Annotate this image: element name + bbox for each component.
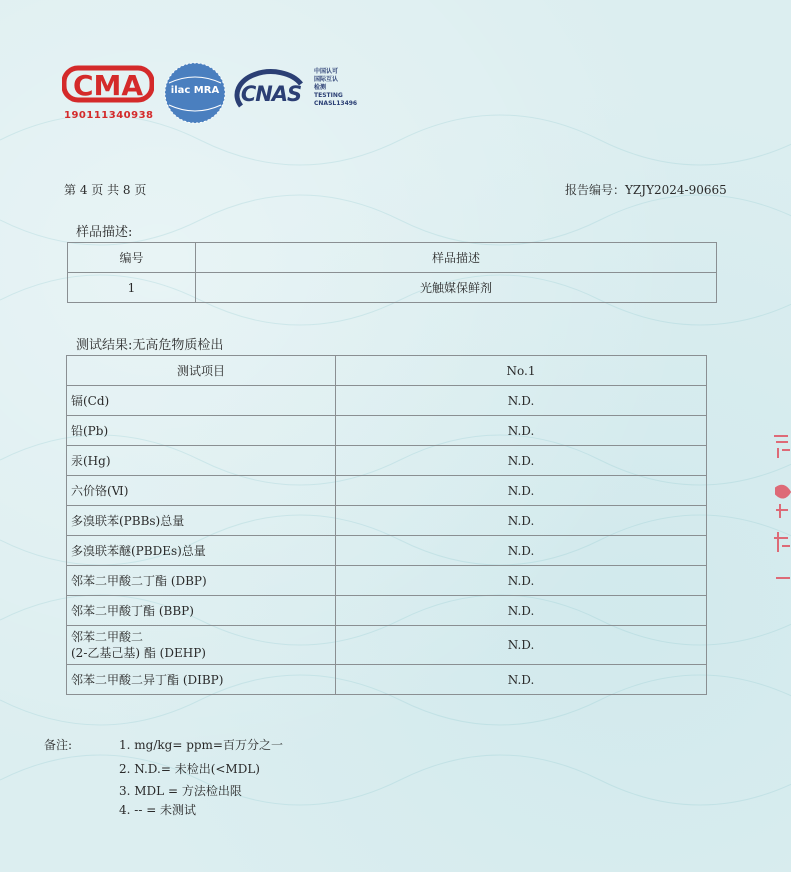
table-cell: N.D. [336,506,707,536]
table-row [67,665,707,695]
table-row [67,446,707,476]
table-header-row [67,356,707,386]
notes-label: 备注: [44,738,73,752]
ilac-text: ilac MRA [170,85,220,96]
table-cell: N.D. [336,446,707,476]
table-row [67,596,707,626]
note-item: 1. mg/kg= ppm=百万分之一 [119,738,283,752]
svg-text:CMA: CMA [72,69,144,102]
table-row [68,273,717,303]
table-row [67,386,707,416]
table-row [67,506,707,536]
table-header-cell: 编号 [68,243,196,273]
page-number: 第 4 页 共 8 页 [64,183,147,197]
cnas-info-line: 国际互认 [314,76,339,83]
table-header-cell: 测试项目 [67,356,336,386]
table-header-cell: 样品描述 [196,243,717,273]
table-cell: N.D. [336,476,707,506]
sample-section-title: 样品描述: [76,225,133,240]
cnas-info-line: CNASL13496 [314,100,358,107]
table-cell: N.D. [336,665,707,695]
results-table [66,355,707,695]
table-cell-line: 邻苯二甲酸二 [71,630,144,644]
table-cell: N.D. [336,386,707,416]
table-cell: 六价铬(Ⅵ) [67,476,336,506]
table-row [67,566,707,596]
table-cell: N.D. [336,566,707,596]
table-cell-line: (2-乙基己基) 酯 (DEHP) [71,646,206,660]
cnas-info-line: 中国认可 [314,68,339,75]
cnas-text: CNAS [240,82,302,106]
cma-letters-graphic [62,62,154,106]
report-number: 报告编号：YZJY2024-90665 [565,183,727,197]
cnas-accreditation-text [314,68,384,108]
table-row [67,476,707,506]
cnas-info-line: TESTING [314,92,343,99]
note-item: 4. -- = 未测试 [119,803,197,817]
ilac-mra-logo [163,61,227,125]
table-cell: 光触媒保鲜剂 [196,273,717,303]
table-cell: 铅(Pb) [67,416,336,446]
note-item: 2. N.D.= 未检出(<MDL) [119,762,260,776]
table-cell: 汞(Hg) [67,446,336,476]
results-section-title: 测试结果:无高危物质检出 [76,338,224,353]
table-header-cell: No.1 [336,356,707,386]
table-cell: 1 [68,273,196,303]
sample-table [67,242,717,303]
table-cell: N.D. [336,596,707,626]
table-cell: 多溴联苯(PBBs)总量 [67,506,336,536]
note-item: 3. MDL = 方法检出限 [119,784,242,798]
table-cell: N.D. [336,416,707,446]
table-cell: 邻苯二甲酸丁酯 (BBP) [67,596,336,626]
table-header-row [68,243,717,273]
table-cell: N.D. [336,626,707,665]
table-cell: 镉(Cd) [67,386,336,416]
cnas-logo [233,66,309,120]
table-cell [67,626,336,665]
table-cell: 邻苯二甲酸二异丁酯 (DIBP) [67,665,336,695]
table-row [67,536,707,566]
table-cell: N.D. [336,536,707,566]
table-cell: 邻苯二甲酸二丁酯 (DBP) [67,566,336,596]
cma-number: 190111340938 [64,110,154,121]
table-cell: 多溴联苯醚(PBDEs)总量 [67,536,336,566]
table-row [67,626,707,665]
partial-seal-stamp [768,428,791,598]
cma-logo [62,62,160,124]
cnas-info-line: 检测 [314,84,327,91]
table-row [67,416,707,446]
